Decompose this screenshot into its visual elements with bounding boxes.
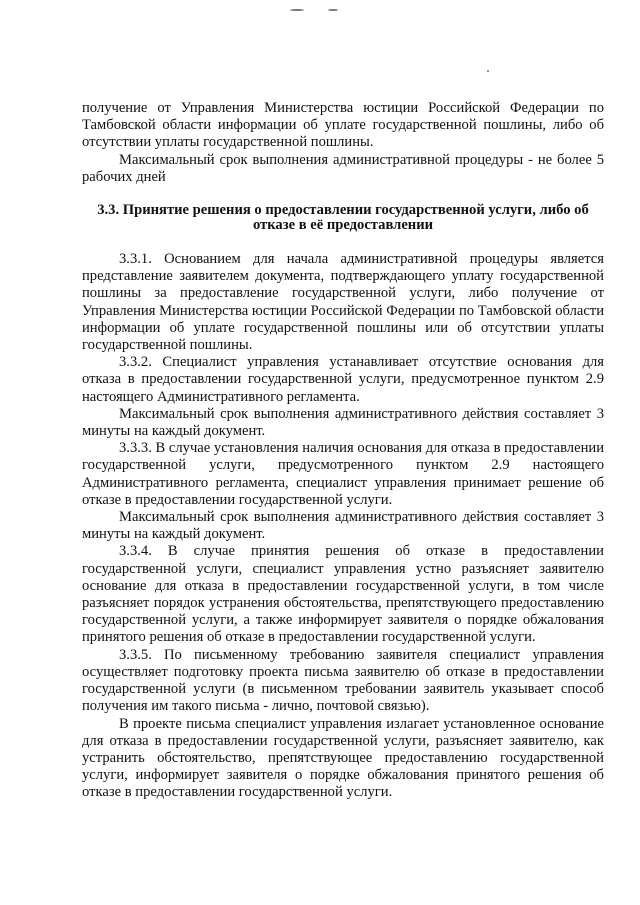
scan-speck [290, 9, 304, 11]
document-page [82, 100, 604, 802]
paragraph-3-3-2: 3.3.2. Специалист управления устанавливает отсутствие основания для отказа в предоставлении государственной услуги, предусмотренное пунктом 2.9 настоящего Административного регламента. [82, 354, 604, 405]
paragraph-3-3-1: 3.3.1. Основанием для начала административной процедуры является представление заявителем документа, подтверждающего уплату государственной пошлины за предоставление государственной услуги, либо получение от Управления Министерства юстиции Российской Федерации по Тамбовской области информации об уплате государственной пошлины или об отсутствии уплаты государственной пошлины. [82, 251, 604, 354]
paragraph-3-3-4: 3.3.4. В случае принятия решения об отказе в предоставлении государственной услуги, специалист управления устно разъясняет заявителю основание для отказа в предоставлении государственной услуги, в том числе разъясняет порядок устранения обстоятельства, препятствующего предоставлению государственной услуги, а также информирует заявителя о порядке обжалования принятого решения об отказе в предоставлении государственной услуги. [82, 543, 604, 646]
paragraph-deadline: Максимальный срок выполнения административной процедуры - не более 5 рабочих дней [82, 151, 604, 185]
paragraph-3-3-5: 3.3.5. По письменному требованию заявителя специалист управления осуществляет подготовку проекта письма заявителю об отказе в предоставлении государственной услуги (в письменном требовании заявитель указывает способ получения им такого письма - лично, почтовой связью). [82, 646, 604, 715]
paragraph-time-limit-2: Максимальный срок выполнения административного действия составляет 3 минуты на каждый документ. [82, 509, 604, 543]
section-heading: 3.3. Принятие решения о предоставлении государственной услуги, либо об отказе в её предоставлении [97, 202, 589, 234]
paragraph-3-3-3: 3.3.3. В случае установления наличия основания для отказа в предоставлении государственной услуги, предусмотренного пунктом 2.9 настоящего Административного регламента, специалист управления принимает решение об отказе в предоставлении государственной услуги. [82, 440, 604, 508]
paragraph-continuation: получение от Управления Министерства юстиции Российской Федерации по Тамбовской области информации об уплате государственной пошлины, либо об отсутствии уплаты государственной пошлины. [82, 100, 604, 151]
scan-speck [487, 70, 489, 72]
paragraph-letter-draft: В проекте письма специалист управления излагает установленное основание для отказа в предоставлении государственной услуги, разъясняет заявителю, как устранить обстоятельство, препятствующее предоставлению государственной услуги, информирует заявителя о порядке обжалования принятого решения об отказе в предоставлении государственной услуги. [82, 715, 604, 801]
scan-speck [328, 9, 338, 11]
paragraph-time-limit-1: Максимальный срок выполнения административного действия составляет 3 минуты на каждый документ. [82, 405, 604, 440]
